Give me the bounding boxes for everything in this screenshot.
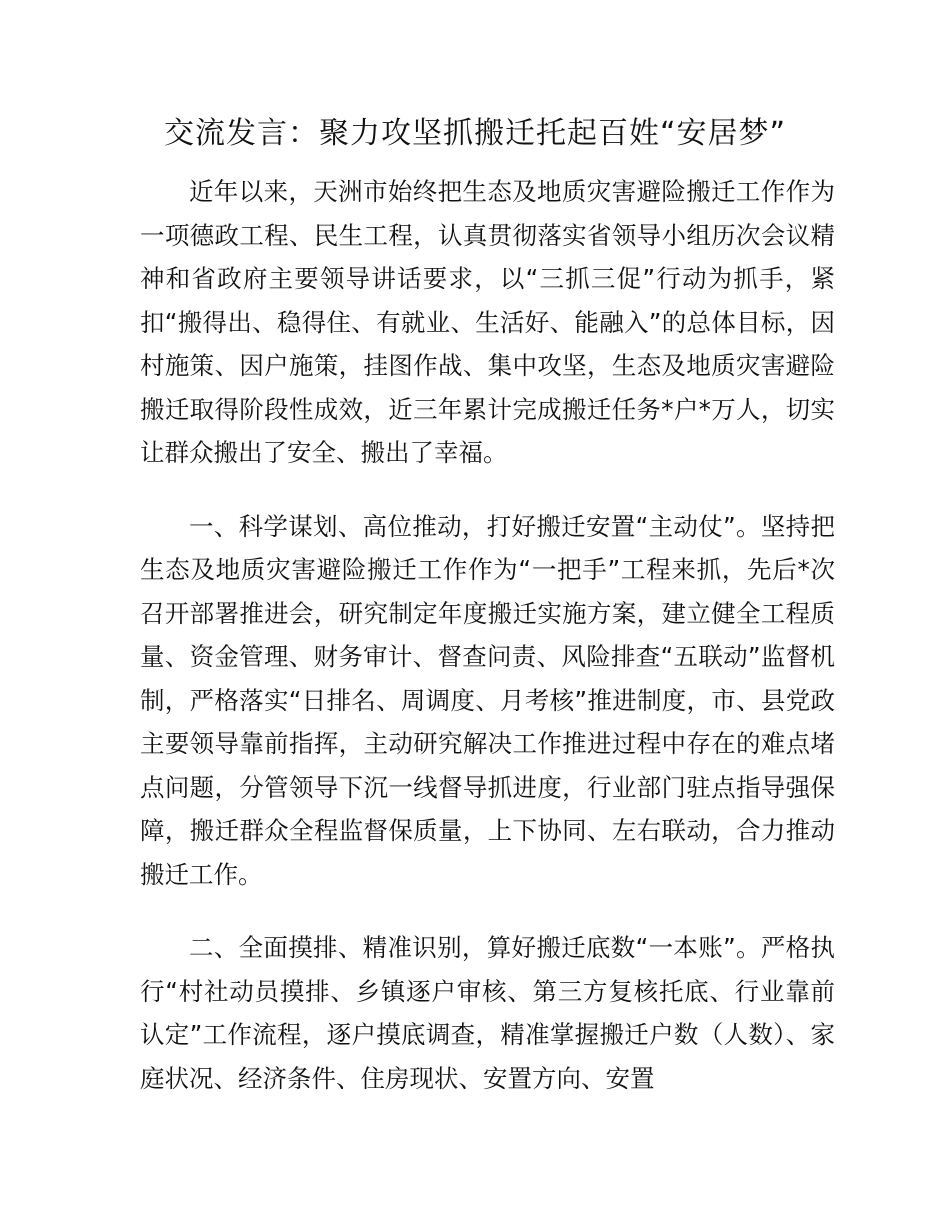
paragraph-intro: 近年以来，天洲市始终把生态及地质灾害避险搬迁工作作为一项德政工程、民生工程，认真贯彻落实省领导小组历次会议精神和省政府主要领导讲话要求，以“三抓三促”行动为抓手，紧扣“搬得出、稳得住、有就业、生活好、能融入”的总体目标，因村施策、因户施策，挂图作战、集中攻坚，生态及地质灾害避险搬迁取得阶段性成效，近三年累计完成搬迁任务*户*万人，切实让群众搬出了安全、搬出了幸福。 [140, 177, 835, 467]
paragraph-section-one: 一、科学谋划、高位推动，打好搬迁安置“主动仗”。坚持把生态及地质灾害避险搬迁工作作为“一把手”工程来抓，先后*次召开部署推进会，研究制定年度搬迁实施方案，建立健全工程质量、资金管理、财务审计、督查问责、风险排查“五联动”监督机制，严格落实“日排名、周调度、月考核”推进制度，市、县党政主要领导靠前指挥，主动研究解决工作推进过程中存在的难点堵点问题，分管领导下沉一线督导抓进度，行业部门驻点指导强保障，搬迁群众全程监督保质量，上下协同、左右联动，合力推动搬迁工作。 [140, 511, 835, 889]
paragraph-section-two: 二、全面摸排、精准识别，算好搬迁底数“一本账”。严格执行“村社动员摸排、乡镇逐户审核、第三方复核托底、行业靠前认定”工作流程，逐户摸底调查，精准掌握搬迁户数（人数）、家庭状况、经济条件、住房现状、安置方向、安置 [140, 933, 835, 1093]
document-body [140, 170, 835, 1130]
document-title: 交流发言：聚力攻坚抓搬迁托起百姓“安居梦” [163, 116, 787, 151]
